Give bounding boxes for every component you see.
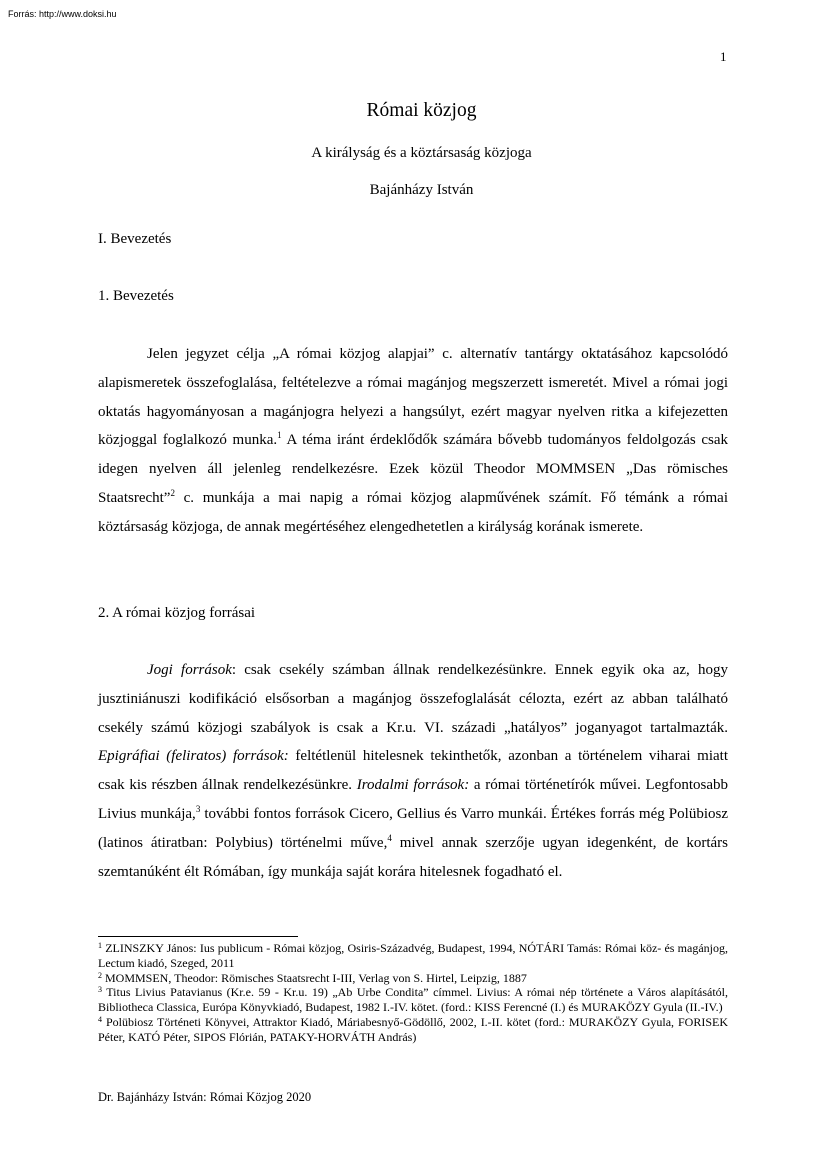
sources-text-4: további fontos források Cicero, Gellius és Varro munkái. Értékes forrás még Polübiosz (latinos átiratban: Polybius) történelmi műve, — [98, 805, 728, 851]
intro-text-c: c. munkája a mai napig a római közjog alapművének számít. Fő témánk a római köztársaság közjoga, de annak megértéséhez elengedhetetlen a királyság korának ismerete. — [98, 489, 728, 535]
footnote-ref-1[interactable]: 1 — [277, 430, 282, 441]
footnote-ref-4[interactable]: 4 — [387, 832, 392, 843]
footnote-2 — [98, 971, 728, 986]
footnote-number: 3 — [98, 985, 102, 995]
document-author: Bajánházy István — [369, 182, 474, 198]
footnote-text: ZLINSZKY János: Ius publicum - Római közjog, Osiris-Századvég, Budapest, 1994, NÓTÁRI Tamás: Római köz- és magánjog, Lectum kiadó, Szeged, 2011 — [98, 941, 728, 970]
paragraph-introduction — [98, 340, 728, 542]
footnote-text: Polübiosz Történeti Könyvei, Attraktor Kiadó, Máriabesnyő-Gödöllő, 2002, I.-II. kötet (ford.: MURAKÖZY Gyula, FORISEK Péter, KATÓ Péter, SIPOS Flórián, PATAKY-HORVÁTH András) — [98, 1014, 728, 1044]
sources-text-3: a római történetírók művei. Legfontosabb Livius munkája, — [98, 777, 728, 822]
intro-text-a: Jelen jegyzet célja „A római közjog alapjai” c. alternatív tantárgy oktatásához kapcsolódó alapismeretek összefoglalása, feltételezve a római magánjog megszerzett ismeretét. Mivel a római jogi oktatás hagyományosan a magánjogra helyezi a hangsúlyt, ezért magyar nyelven ritka a kifejezetten közjoggal foglalkozó munka. — [98, 346, 728, 449]
footnote-separator — [98, 936, 298, 937]
footnote-text: MOMMSEN, Theodor: Römisches Staatsrecht I-III, Verlag von S. Hirtel, Leipzig, 1887 — [102, 970, 527, 985]
footnote-number: 1 — [98, 941, 102, 950]
sources-text-2: feltétlenül hitelesnek tekinthetők, azonban a történelem viharai miatt csak kis részben állnak rendelkezésünkre. — [98, 748, 728, 794]
page-footer: Dr. Bajánházy István: Római Közjog 2020 — [98, 1090, 312, 1104]
document-title: Római közjog — [366, 100, 477, 121]
footnote-number: 2 — [98, 970, 102, 980]
footnote-number: 4 — [98, 1014, 102, 1024]
source-url: Forrás: http://www.doksi.hu — [8, 9, 117, 19]
section-heading: I. Bevezetés — [98, 231, 172, 247]
page-number: 1 — [720, 49, 727, 64]
document-subtitle: A királyság és a köztársaság közjoga — [311, 145, 532, 161]
footnote-1 — [98, 941, 728, 971]
legal-sources-term: Jogi források — [147, 662, 232, 678]
footnote-text: Titus Livius Patavianus (Kr.e. 59 - Kr.u. 19) „Ab Urbe Condita” címmel. Livius: A római nép története a Város alapításától, Bibliotheca Classica, Európa Könyvkiadó, Budapest, 1982 I.-IV. kötet. (ford.: KISS Ferencné (I.) és MURAKÖZY Gyula (II.-IV.) — [98, 985, 728, 1015]
sources-text-5: mivel annak szerzője ugyan idegenként, de kortárs szemtanúként élt Rómában, így munkája saját korára hitelesnek fogadható el. — [98, 834, 728, 880]
footnote-ref-3[interactable]: 3 — [195, 803, 201, 814]
footnote-3 — [98, 985, 728, 1015]
footnotes — [98, 941, 728, 1045]
footnote-4 — [98, 1015, 728, 1045]
paragraph-sources — [98, 656, 728, 886]
epigraphic-sources-term: Epigráfiai (feliratos) források: — [98, 748, 289, 765]
subsection-2-heading: 2. A római közjog forrásai — [98, 605, 256, 621]
footnote-ref-2[interactable]: 2 — [170, 487, 175, 498]
intro-text-b: A téma iránt érdeklődők számára bővebb tudományos feldolgozás csak idegen nyelven áll jelenleg rendelkezésre. Ezek közül Theodor MOMMSEN „Das römisches Staatsrecht” — [98, 432, 728, 506]
literary-sources-term: Irodalmi források: — [356, 777, 470, 794]
subsection-1-heading: 1. Bevezetés — [98, 288, 174, 304]
sources-text-1: : csak csekély számban állnak rendelkezésünkre. Ennek egyik oka az, hogy jusztiniánuszi kodifikáció elsősorban a magánjog összefoglalását célozta, ezért az abban található csekély számú közjogi szabályok is csak a Kr.u. VI. századi „hatályos” joganyagot tartalmazták. — [98, 662, 728, 736]
